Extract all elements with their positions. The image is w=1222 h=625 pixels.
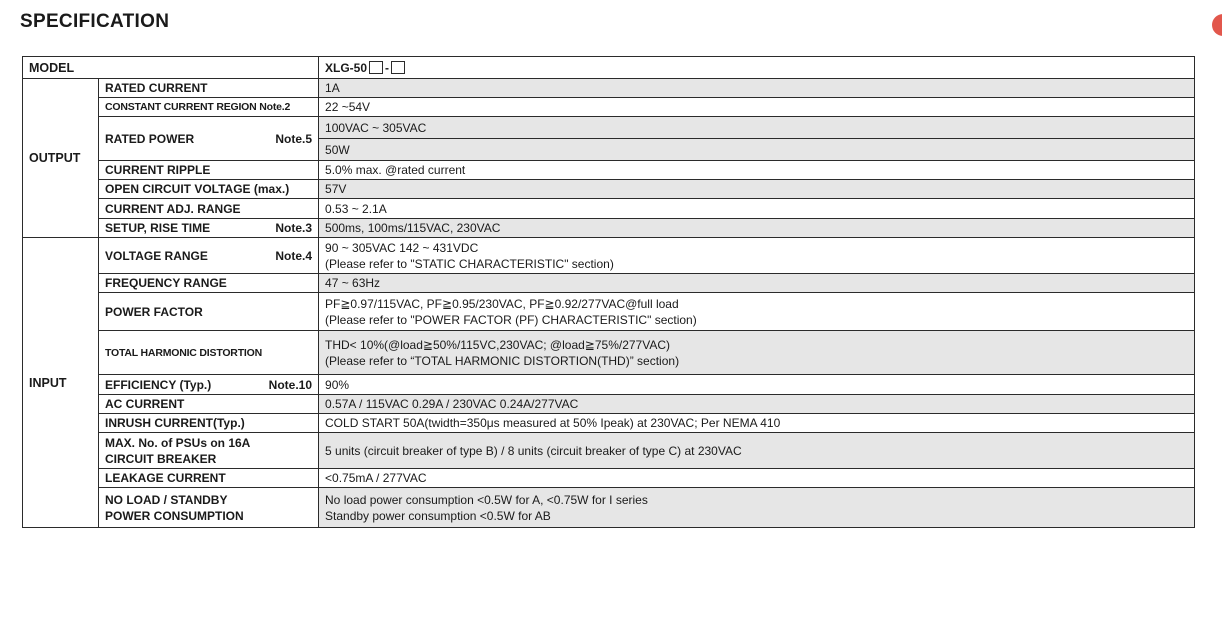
model-row xyxy=(23,57,1195,79)
spec-label xyxy=(99,274,319,293)
spec-label xyxy=(99,488,319,528)
spec-value xyxy=(319,199,1195,219)
spec-value-line: 0.53 ~ 2.1A xyxy=(325,201,387,216)
model-option-box xyxy=(369,61,383,74)
spec-label xyxy=(99,199,319,219)
spec-value xyxy=(319,488,1195,528)
model-label: MODEL xyxy=(23,57,319,79)
spec-label xyxy=(99,375,319,395)
spec-value xyxy=(319,180,1195,199)
spec-note: Note.5 xyxy=(275,131,313,146)
spec-label-text: FREQUENCY RANGE xyxy=(105,276,227,290)
spec-value-line: THD< 10%(@load≧50%/115VC,230VAC; @load≧75%/277VAC) xyxy=(325,337,670,352)
spec-row xyxy=(23,219,1195,238)
spec-row xyxy=(23,433,1195,469)
spec-value-line: (Please refer to "POWER FACTOR (PF) CHARACTERISTIC" section) xyxy=(325,312,697,327)
spec-label xyxy=(99,395,319,414)
spec-value xyxy=(319,139,1195,161)
model-prefix: XLG-50 xyxy=(325,60,368,75)
spec-value xyxy=(319,98,1195,117)
spec-row xyxy=(23,238,1195,274)
spec-row xyxy=(23,375,1195,395)
spec-label-text: RATED POWER xyxy=(105,131,195,146)
group-label: OUTPUT xyxy=(23,79,99,238)
spec-row xyxy=(23,414,1195,433)
spec-note: Note.3 xyxy=(275,221,313,235)
spec-value-line: 0.57A / 115VAC 0.29A / 230VAC 0.24A/277VAC xyxy=(325,397,579,411)
spec-label-text: SETUP, RISE TIME xyxy=(105,221,211,235)
spec-label-line: NO LOAD / STANDBY xyxy=(105,492,228,507)
spec-value-line: 5 units (circuit breaker of type B) / 8 units (circuit breaker of type C) at 230VAC xyxy=(325,443,742,458)
spec-label-text: RATED CURRENT xyxy=(105,81,208,95)
spec-table xyxy=(22,56,1195,528)
spec-label-text: CONSTANT CURRENT REGION Note.2 xyxy=(105,101,291,113)
spec-label xyxy=(99,117,319,161)
spec-row xyxy=(23,161,1195,180)
spec-row xyxy=(23,274,1195,293)
spec-value-line: 47 ~ 63Hz xyxy=(325,276,381,290)
spec-value-line: (Please refer to "STATIC CHARACTERISTIC" section) xyxy=(325,256,614,271)
spec-value-line: No load power consumption <0.5W for A, <0.75W for I series xyxy=(325,492,648,507)
spec-label xyxy=(99,219,319,238)
spec-row xyxy=(23,395,1195,414)
spec-value-line: 50W xyxy=(325,142,350,157)
spec-label xyxy=(99,238,319,274)
spec-value xyxy=(319,293,1195,331)
spec-label xyxy=(99,180,319,199)
spec-value-line: COLD START 50A(twidth=350μs measured at 50% Ipeak) at 230VAC; Per NEMA 410 xyxy=(325,416,781,430)
spec-value-line: 90 ~ 305VAC 142 ~ 431VDC xyxy=(325,240,479,255)
spec-value xyxy=(319,238,1195,274)
spec-row xyxy=(23,117,1195,139)
spec-value-line: (Please refer to “TOTAL HARMONIC DISTORTION(THD)” section) xyxy=(325,353,680,368)
spec-value xyxy=(319,375,1195,395)
spec-note: Note.4 xyxy=(275,248,313,263)
spec-value xyxy=(319,161,1195,180)
page-title: SPECIFICATION xyxy=(20,11,170,32)
spec-value xyxy=(319,433,1195,469)
spec-label-text: TOTAL HARMONIC DISTORTION xyxy=(105,346,262,359)
spec-label xyxy=(99,98,319,117)
spec-value xyxy=(319,469,1195,488)
spec-value-line: 100VAC ~ 305VAC xyxy=(325,120,427,135)
spec-value-line: 90% xyxy=(325,377,350,392)
spec-label xyxy=(99,414,319,433)
spec-value-line: Standby power consumption <0.5W for AB xyxy=(325,508,551,523)
spec-note: Note.10 xyxy=(268,377,313,392)
spec-label-text: LEAKAGE CURRENT xyxy=(105,471,226,485)
spec-value-line: 5.0% max. @rated current xyxy=(325,163,466,177)
model-separator: - xyxy=(385,60,390,75)
spec-label-line: CIRCUIT BREAKER xyxy=(105,451,217,466)
spec-value xyxy=(319,79,1195,98)
corner-badge-icon xyxy=(1212,14,1222,36)
spec-label-text: EFFICIENCY (Typ.) xyxy=(105,377,212,392)
spec-value-line: 1A xyxy=(325,81,340,95)
spec-row xyxy=(23,293,1195,331)
spec-value xyxy=(319,274,1195,293)
spec-label-text: POWER FACTOR xyxy=(105,304,203,319)
model-option-box xyxy=(391,61,405,74)
model-value xyxy=(319,57,1195,79)
spec-value xyxy=(319,414,1195,433)
spec-value xyxy=(319,331,1195,375)
spec-row xyxy=(23,331,1195,375)
spec-value-line: 22 ~54V xyxy=(325,100,371,114)
spec-label xyxy=(99,293,319,331)
spec-label-text: CURRENT ADJ. RANGE xyxy=(105,201,241,216)
spec-label-text: OPEN CIRCUIT VOLTAGE (max.) xyxy=(105,182,290,196)
spec-value-line: 500ms, 100ms/115VAC, 230VAC xyxy=(325,221,501,235)
group-label: INPUT xyxy=(23,238,99,528)
spec-label-text: AC CURRENT xyxy=(105,397,185,411)
spec-value xyxy=(319,219,1195,238)
spec-value-line: <0.75mA / 277VAC xyxy=(325,471,427,485)
spec-label xyxy=(99,331,319,375)
spec-row xyxy=(23,98,1195,117)
spec-label xyxy=(99,469,319,488)
spec-label-text: INRUSH CURRENT(Typ.) xyxy=(105,416,245,430)
spec-label xyxy=(99,79,319,98)
spec-value-line: 57V xyxy=(325,182,347,196)
spec-row xyxy=(23,469,1195,488)
spec-label-text: CURRENT RIPPLE xyxy=(105,163,211,177)
spec-label xyxy=(99,433,319,469)
spec-label-line: MAX. No. of PSUs on 16A xyxy=(105,435,251,450)
spec-label-text: VOLTAGE RANGE xyxy=(105,248,208,263)
spec-value-line: PF≧0.97/115VAC, PF≧0.95/230VAC, PF≧0.92/277VAC@full load xyxy=(325,296,679,311)
spec-label-line: POWER CONSUMPTION xyxy=(105,508,244,523)
spec-value xyxy=(319,117,1195,139)
spec-label xyxy=(99,161,319,180)
spec-row xyxy=(23,79,1195,98)
spec-row xyxy=(23,199,1195,219)
spec-row xyxy=(23,488,1195,528)
spec-row xyxy=(23,180,1195,199)
spec-value xyxy=(319,395,1195,414)
